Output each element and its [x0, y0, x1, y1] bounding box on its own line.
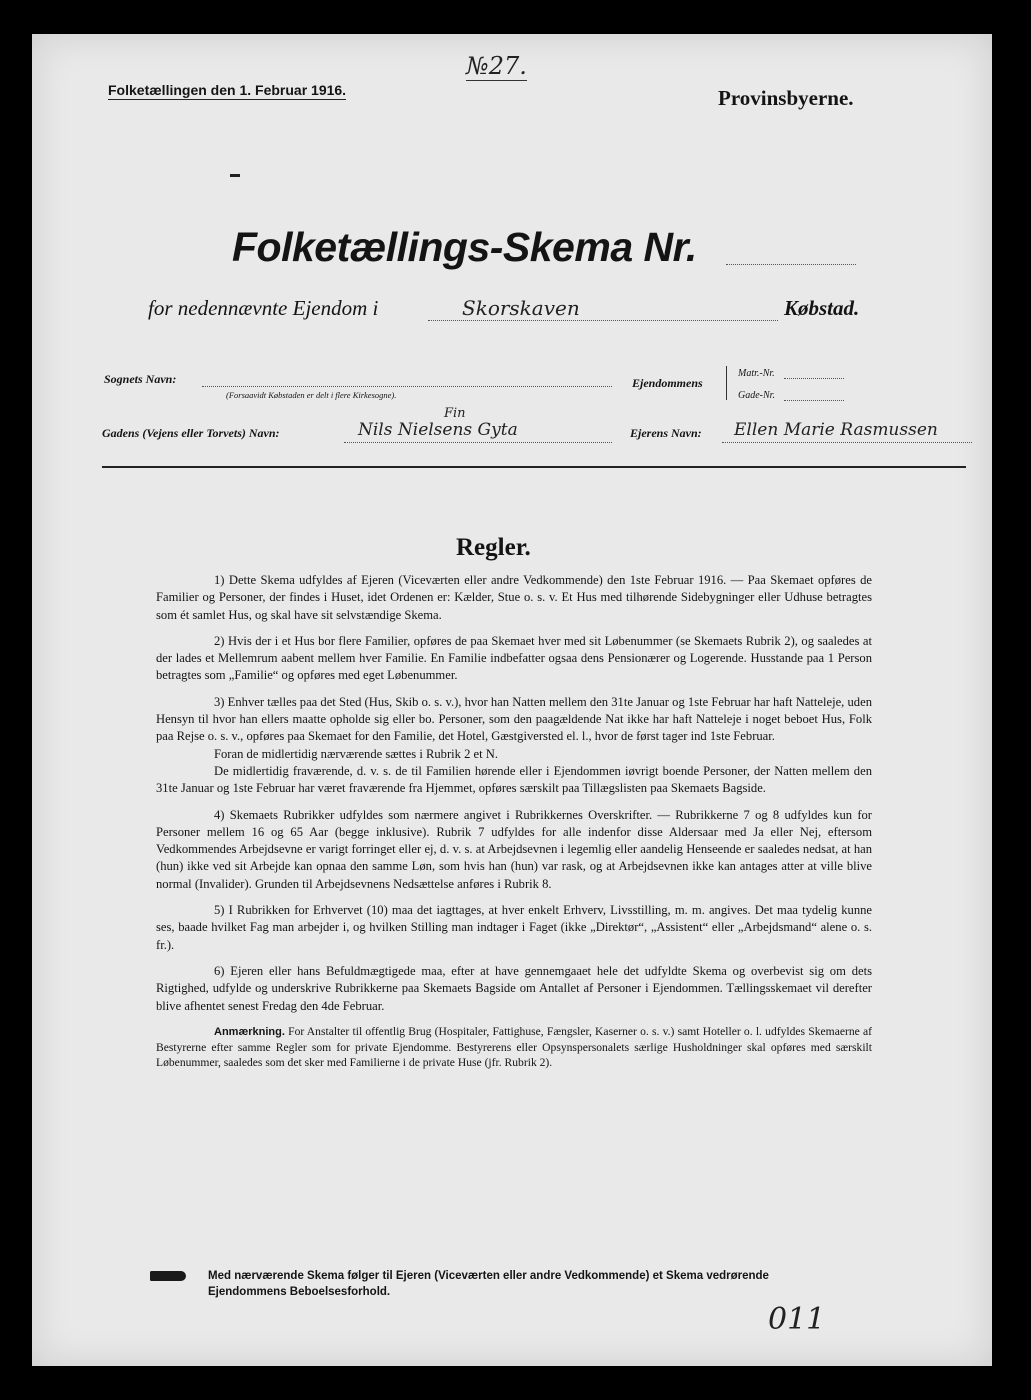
- notice-line-1: Med nærværende Skema følger til Ejeren (Viceværten eller andre Vedkommende) et Skema vedrørende: [208, 1270, 769, 1282]
- census-form-page: [32, 34, 992, 1366]
- street-value: Nils Nielsens Gyta: [358, 420, 518, 440]
- matr-line: [784, 378, 844, 379]
- gade-nr-label: Gade-Nr.: [738, 390, 775, 401]
- note-paragraph: [156, 1024, 872, 1070]
- rule-4: 4) Skemaets Rubrikker udfyldes som nærmere angivet i Rubrikkernes Overskrifter. — Rubrikkerne 7 og 8 udfyldes kun for Personer mellem 16 og 65 Aar (begge inklusive). Rubrik 7 udfyldes for alle indenfor disse Aldersaar med Ja eller Nej, eftersom Vedkommendes Arbejdsevne er varigt forringet eller ej, d. v. s. at Arbejdsevnen i legemlig eller aandelig Henseende er saaledes nedsat, at han (hun) ikke ved sit Arbejde kan opnaa den samme Løn, som hvis han (hun) var rask, og at Arbejdsevnen ikke kan antages atter at ville blive normal (Invalider). Grunden til Arbejdsevnens Nedsættelse anføres i Rubrik 8.: [156, 807, 872, 891]
- rule-5: 5) I Rubrikken for Erhvervet (10) maa det iagttages, at hver enkelt Erhverv, Livsstilling, m. m. angives. Det maa tydelig kunne ses, baade hvilket Fag man arbejder i, og hvilken Stilling man indtager i Faget (ikke „Direktør“, „Assistent“ eller „Arbejdsmand“ alene o. s. fr.).: [156, 903, 872, 952]
- census-date-title: Folketællingen den 1. Februar 1916.: [108, 82, 347, 98]
- property-value: Skorskaven: [462, 296, 580, 320]
- street-line: [344, 442, 612, 443]
- brace-divider: [726, 366, 728, 400]
- street-insert: Fin: [444, 406, 466, 421]
- form-number-line: [726, 264, 856, 265]
- rule-2: 2) Hvis der i et Hus bor flere Familier, opføres de paa Skemaet hver med sit Løbenummer (se Skemaets Rubrik 2), og saaledes at der lades et Mellemrum aabent mellem hver Familie. En Familie indbefatter ogsaa dens Pensionærer og Logerende. Husstande paa 1 Person betragtes som „Familie“ og opføres med eget Løbenummer.: [156, 633, 872, 683]
- note-label: Anmærkning.: [214, 1025, 285, 1038]
- parish-note: (Forsaavidt Købstaden er delt i flere Kirkesogne).: [226, 390, 397, 400]
- parish-line: [202, 386, 612, 387]
- owner-label: Ejerens Navn:: [630, 426, 702, 440]
- rule-1: 1) Dette Skema udfyldes af Ejeren (Viceværten eller andre Vedkommende) den 1ste Februar 1916. — Paa Skemaet opføres de Familier og Personer, der findes i Huset, idet Ordenen er: Kælder, Stue o. s. v. Et Hus med tilhørende Sidebygninger eller Udhuse betragtes som ét samlet Hus, og skal have sit selvstændige Skema.: [156, 573, 872, 622]
- owner-line: [722, 442, 972, 443]
- handwritten-form-number: №27.: [466, 52, 527, 80]
- property-label: for nedennævnte Ejendom i: [148, 296, 379, 320]
- pointing-hand-icon: [150, 1271, 186, 1281]
- property-line: [428, 320, 778, 321]
- form-title: Folketællings-Skema Nr.: [232, 224, 697, 270]
- rule-6: 6) Ejeren eller hans Befuldmægtigede maa, efter at have gennemgaaet hele det udfyldte Skema og overbevist sig om dets Rigtighed, udfylde og underskrive Rubrikkerne paa Skemaets Bagside om Antallet af Personer i Ejendommen. Tællingsskemaet vil derefter blive afhentet senest Fredag den 4de Februar.: [156, 963, 872, 1013]
- rule-3: 3) Enhver tælles paa det Sted (Hus, Skib o. s. v.), hvor han Natten mellem den 31te Januar og 1ste Februar har haft Natteleje, uden Hensyn til hvor han ellers maatte opholde sig eller bo. Personer, som den paagældende Nat ikke har haft Natteleje i noget beboet Hus, Folk paa Rejse o. s. v., opføres paa Skemaet for den Familie, det Hotel, Gæstgiversted el. l., hvor de først tager ind 1ste Februar.: [156, 694, 872, 744]
- matr-label: Matr.-Nr.: [738, 368, 775, 379]
- rules-heading: Regler.: [456, 534, 531, 561]
- note-text: For Anstalter til offentlig Brug (Hospitaler, Fattighuse, Fængsler, Kaserner o. s. v.) samt Hoteller o. l. udfyldes Skemaerne af Bestyrerne efter samme Regler som for private Ejendomme. Bestyrerens eller Opsynspersonalets særlige Husholdninger skal opføres med særskilt Løbenummer, saaledes som det sker med Familierne i de private Huse (jfr. Rubrik 2).: [156, 1024, 872, 1069]
- owner-value: Ellen Marie Rasmussen: [734, 420, 938, 440]
- dash-mark: [230, 174, 240, 177]
- gade-nr-line: [784, 400, 844, 401]
- region-label: Provinsbyerne.: [718, 86, 854, 110]
- handwritten-code: 011: [768, 1302, 826, 1337]
- parish-label: Sognets Navn:: [104, 372, 177, 386]
- rule-3-midlertidig-fravaerende: De midlertidig fraværende, d. v. s. de til Familien hørende eller i Ejendommen iøvrigt boende Personer, der Natten mellem den 31te Januar og 1ste Februar har været fraværende fra Hjemmet, opføres særskilt paa Tillægslisten paa Skemaets Bagside.: [156, 763, 872, 796]
- property-numbers-label: Ejendommens: [632, 376, 703, 390]
- rules-text: [156, 572, 872, 1079]
- kobstad-label: Købstad.: [784, 296, 860, 320]
- section-divider: [102, 466, 966, 468]
- rule-3-midlertidig-naervaerende: Foran de midlertidig nærværende sættes i Rubrik 2 et N.: [214, 746, 499, 761]
- street-label: Gadens (Vejens eller Torvets) Navn:: [102, 426, 280, 440]
- notice-line-2: Ejendommens Beboelsesforhold.: [208, 1286, 391, 1298]
